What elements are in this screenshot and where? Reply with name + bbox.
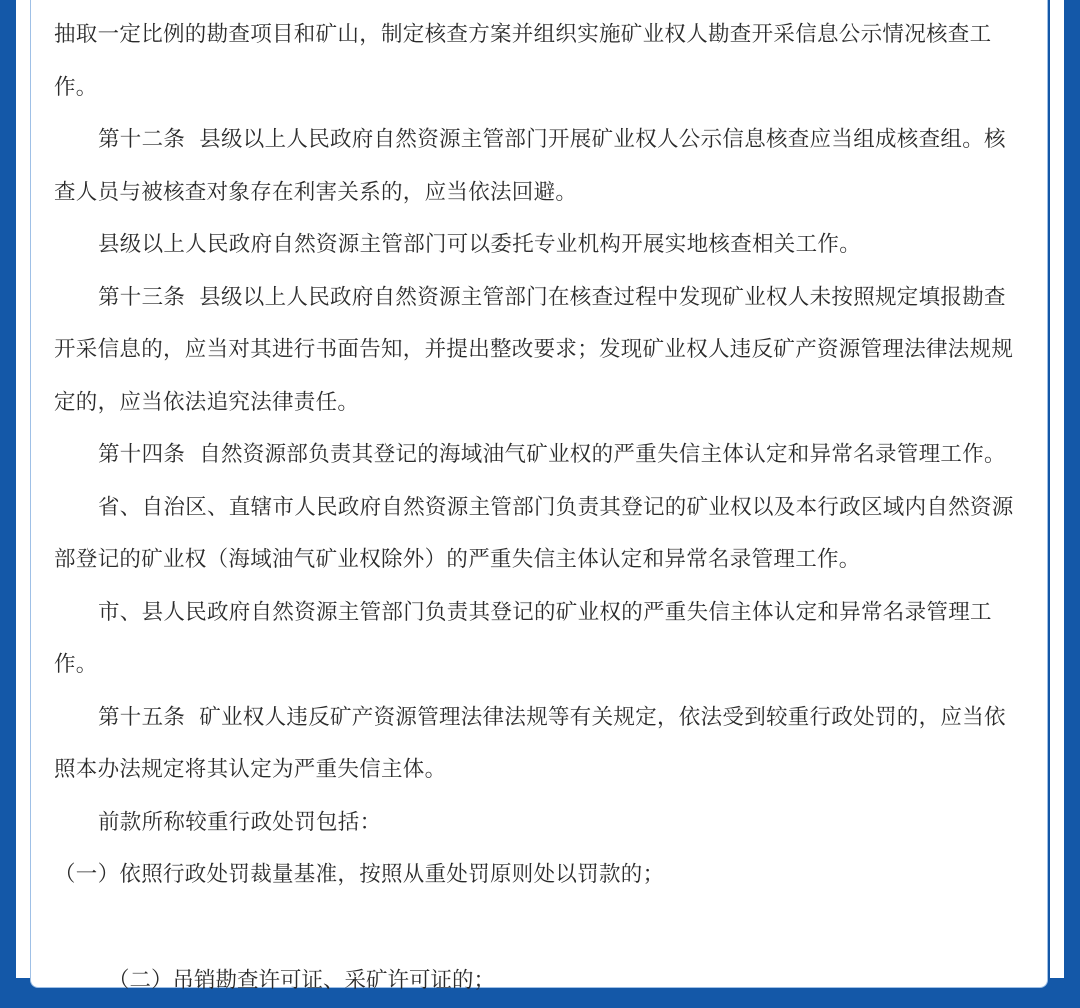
paragraph-continuation: 抽取一定比例的勘查项目和矿山，制定核查方案并组织实施矿业权人勘查开采信息公示情况核查工作。: [54, 22, 992, 100]
article-number: 第十五条: [98, 704, 186, 730]
right-frame-border: [1064, 0, 1080, 978]
article-12: [54, 114, 1026, 219]
article-number: 第十四条: [98, 442, 186, 467]
paragraph: 前款所称较重行政处罚包括：: [98, 809, 382, 835]
article-text: 县级以上人民政府自然资源主管部门在核查过程中发现矿业权人未按照规定填报勘查开采信息的，应当对其进行书面告知，并提出整改要求；发现矿业权人违反矿产资源管理法律法规规定的，应当依法追究法律责任。: [54, 284, 1014, 415]
left-margin: [16, 0, 30, 978]
article-text: 自然资源部负责其登记的海域油气矿业权的严重失信主体认定和异常名录管理工作。: [199, 442, 1006, 467]
article-number: 第十二条: [98, 127, 186, 152]
article-text: 矿业权人违反矿产资源管理法律法规等有关规定，依法受到较重行政处罚的，应当依照本办法规定将其认定为严重失信主体。: [54, 704, 1006, 782]
left-frame-border: [0, 0, 16, 978]
article-14: [54, 429, 1026, 482]
list-item: （一）依照行政处罚裁量基准，按照从重处罚原则处以罚款的；: [54, 862, 665, 887]
right-margin: [1050, 0, 1064, 978]
article-15: [54, 692, 1026, 797]
article-text: 县级以上人民政府自然资源主管部门开展矿业权人公示信息核查应当组成核查组。核查人员与被核查对象存在利害关系的，应当依法回避。: [54, 127, 1006, 205]
paragraph: 市、县人民政府自然资源主管部门负责其登记的矿业权的严重失信主体认定和异常名录管理工作。: [54, 599, 992, 677]
article-13: [54, 272, 1026, 430]
list-item-partial: （二）吊销勘查许可证、采矿许可证的；: [108, 968, 496, 993]
paragraph: 省、自治区、直辖市人民政府自然资源主管部门负责其登记的矿业权以及本行政区域内自然资源部登记的矿业权（海域油气矿业权除外）的严重失信主体认定和异常名录管理工作。: [54, 494, 1014, 572]
document-body: [54, 9, 1026, 902]
paragraph: 县级以上人民政府自然资源主管部门可以委托专业机构开展实地核查相关工作。: [98, 232, 862, 257]
article-number: 第十三条: [98, 284, 186, 310]
